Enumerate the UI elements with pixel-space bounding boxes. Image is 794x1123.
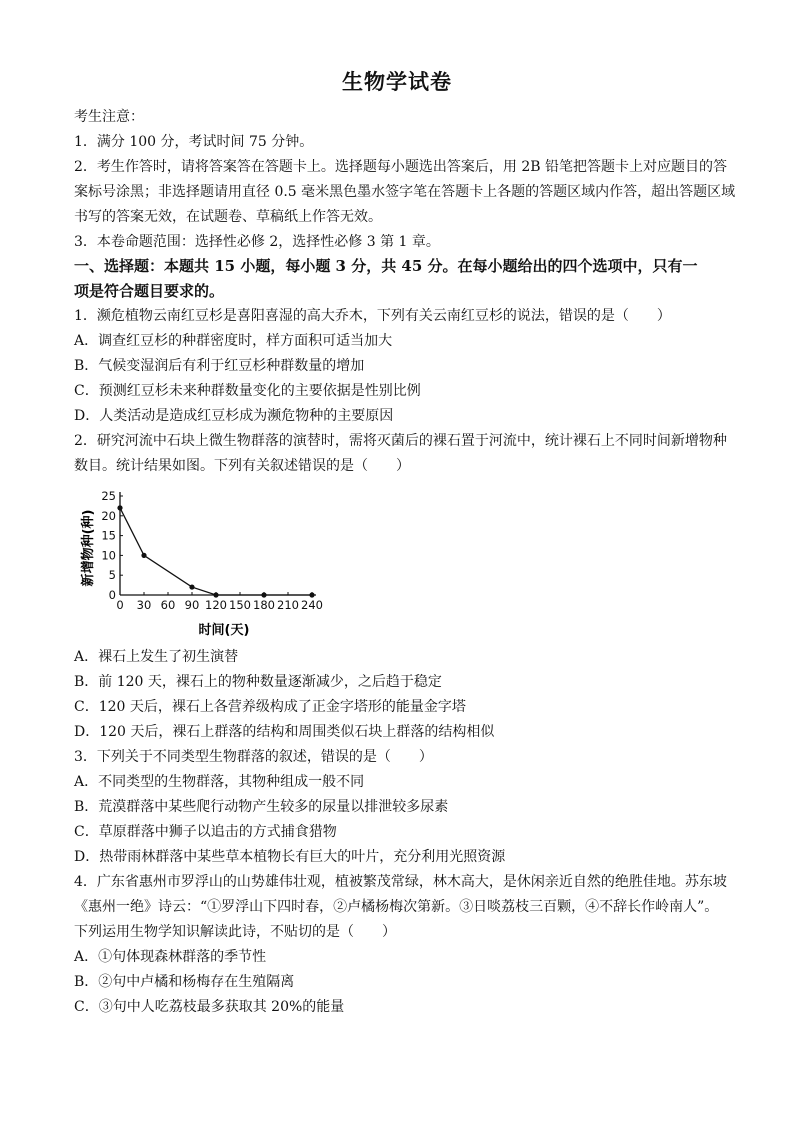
- question-2-option-b: B．前 120 天，裸石上的物种数量逐渐减少，之后趋于稳定: [74, 674, 442, 690]
- question-3-option-c: C．草原群落中狮子以追击的方式捕食猎物: [74, 824, 337, 840]
- question-4-option-c: C．③句中人吃荔枝最多获取其 20%的能量: [74, 999, 345, 1015]
- question-4-stem-cont: 《惠州一绝》诗云：“①罗浮山下四时春，②卢橘杨梅次第新。③日啖荔枝三百颗，④不辞长作岭南人”。: [74, 899, 719, 915]
- question-2-option-c: C．120 天后，裸石上各营养级构成了正金字塔形的能量金字塔: [74, 699, 466, 715]
- chart-data-point: [141, 553, 146, 558]
- chart-data-point: [213, 592, 218, 597]
- chart-y-tick-label: 20: [101, 508, 116, 523]
- chart-data-point: [189, 584, 194, 589]
- chart-x-axis-label: 时间(天): [198, 623, 250, 638]
- chart-x-tick-label: 120: [205, 598, 227, 612]
- question-2-stem: 2．研究河流中石块上微生物群落的演替时，需将灭菌后的裸石置于河流中，统计裸石上不同时间新增物种: [74, 433, 727, 449]
- question-3-option-d: D．热带雨林群落中某些草本植物长有巨大的叶片，充分利用光照资源: [74, 849, 506, 865]
- notice-item: 书写的答案无效，在试题卷、草稿纸上作答无效。: [74, 209, 382, 225]
- question-4-option-a: A．①句体现森林群落的季节性: [74, 949, 267, 965]
- chart-x-tick-label: 210: [277, 598, 299, 612]
- question-2-option-d: D．120 天后，裸石上群落的结构和周围类似石块上群落的结构相似: [74, 724, 495, 740]
- question-4-option-b: B．②句中卢橘和杨梅存在生殖隔离: [74, 974, 295, 990]
- chart-x-tick-label: 180: [253, 598, 275, 612]
- chart-data-point: [309, 592, 314, 597]
- question-2-stem-cont: 数目。统计结果如图。下列有关叙述错误的是（ ）: [74, 458, 410, 474]
- chart-y-axis-label: 新增物种(种): [81, 509, 96, 587]
- chart-y-tick-label: 15: [101, 528, 116, 543]
- chart-series-line: [120, 508, 312, 595]
- chart-y-tick-label: 5: [108, 568, 116, 583]
- question-1-stem: 1．濒危植物云南红豆杉是喜阳喜湿的高大乔木，下列有关云南红豆杉的说法，错误的是（ ）: [74, 308, 671, 324]
- chart-y-tick-label: 10: [101, 548, 116, 563]
- question-1-option-b: B．气候变湿润后有利于红豆杉种群数量的增加: [74, 358, 365, 374]
- notice-item: 3．本卷命题范围：选择性必修 2，选择性必修 3 第 1 章。: [74, 234, 440, 250]
- chart-y-tick-label: 0: [108, 588, 116, 602]
- section-heading: 一、选择题：本题共 15 小题，每小题 3 分，共 45 分。在每小题给出的四个选项中，只有一: [74, 257, 698, 275]
- page-title: 生物学试卷: [342, 69, 452, 94]
- question-4-stem-cont2: 下列运用生物学知识解读此诗，不贴切的是（ ）: [74, 924, 396, 940]
- question-3-stem: 3．下列关于不同类型生物群落的叙述，错误的是（ ）: [74, 749, 433, 765]
- chart-x-tick-label: 240: [301, 598, 323, 612]
- chart-y-tick-label: 25: [101, 489, 116, 503]
- chart-x-tick-label: 150: [229, 598, 251, 612]
- notice-item: 1．满分 100 分，考试时间 75 分钟。: [74, 134, 314, 150]
- chart-x-tick-label: 90: [184, 598, 200, 612]
- question-3-option-b: B．荒漠群落中某些爬行动物产生较多的尿量以排泄较多尿素: [74, 799, 449, 815]
- question-1-option-c: C．预测红豆杉未来种群数量变化的主要依据是性别比例: [74, 383, 421, 399]
- question-3-option-a: A．不同类型的生物群落，其物种组成一般不同: [74, 774, 365, 790]
- section-heading-cont: 项是符合题目要求的。: [74, 282, 225, 300]
- notice-item: 案标号涂黑；非选择题请用直径 0.5 毫米黑色墨水签字笔在答题卡上各题的答题区域内作答，超出答题区域: [74, 184, 736, 200]
- chart-x-tick-label: 60: [160, 598, 176, 612]
- question-1-option-a: A．调查红豆杉的种群密度时，样方面积可适当加大: [74, 333, 393, 349]
- notice-item: 2．考生作答时，请将答案答在答题卡上。选择题每小题选出答案后，用 2B 铅笔把答题卡上对应题目的答: [74, 159, 728, 175]
- chart-data-point: [117, 505, 122, 510]
- notice-heading: 考生注意：: [74, 109, 144, 125]
- chart-data-point: [261, 592, 266, 597]
- species-chart: [70, 484, 340, 644]
- question-4-stem: 4．广东省惠州市罗浮山的山势雄伟壮观，植被繁茂常绿，林木高大，是休闲亲近自然的绝胜佳地。苏东坡: [74, 874, 727, 890]
- chart-x-tick-label: 30: [136, 598, 152, 612]
- chart-x-tick-label: 0: [116, 598, 124, 612]
- question-2-option-a: A．裸石上发生了初生演替: [74, 649, 239, 665]
- question-1-option-d: D．人类活动是造成红豆杉成为濒危物种的主要原因: [74, 408, 394, 424]
